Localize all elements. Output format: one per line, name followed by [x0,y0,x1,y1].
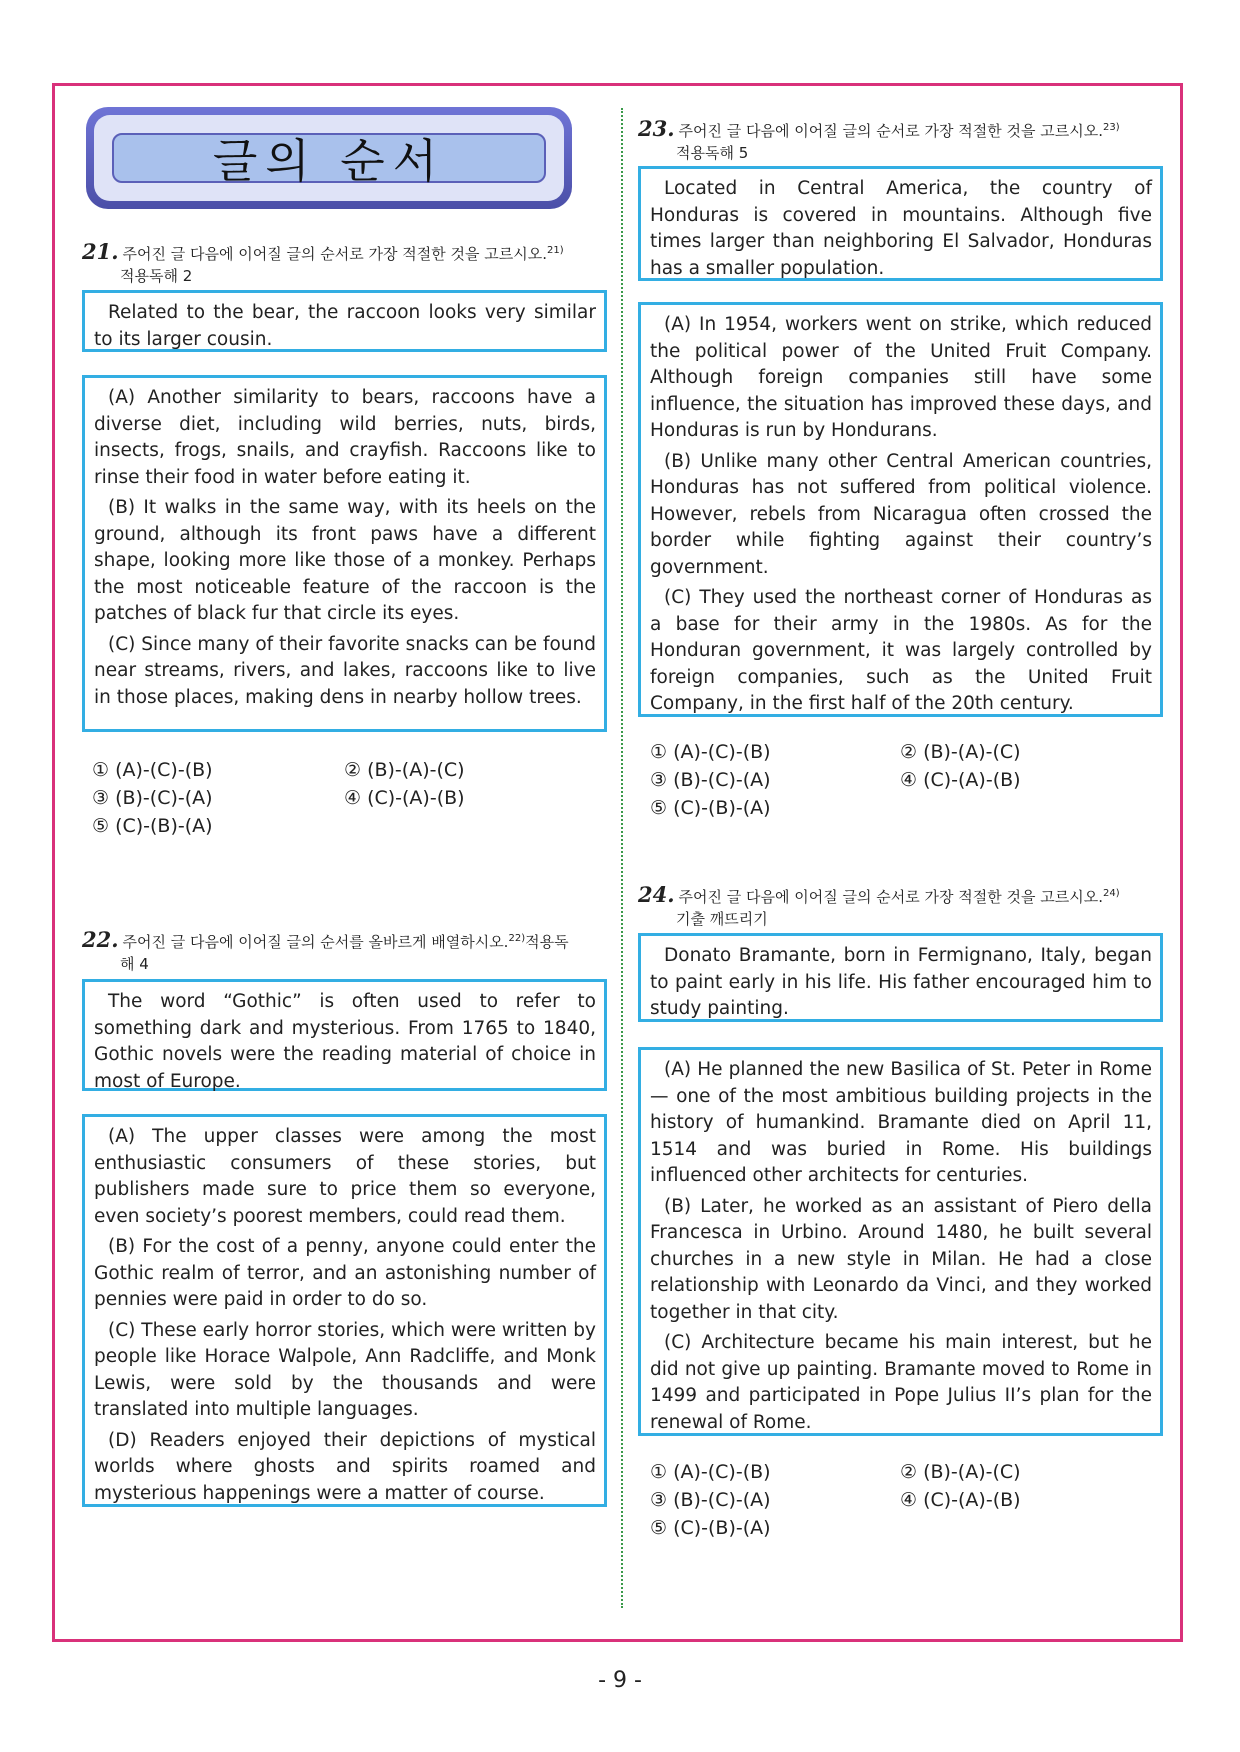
title-banner-frame [94,115,564,201]
option-2[interactable]: ② (B)-(A)-(C) [900,741,1021,763]
given-text: The word “Gothic” is often used to refer to something dark and mysterious. From 1765 to 1840, Gothic novels were the reading material of choice in most of Europe. [94,991,596,1092]
question-number: 22. [82,927,119,952]
passage-paragraphs [638,1047,1163,1436]
footnote-ref: 21) [546,245,564,256]
passage-paragraphs [82,1114,607,1507]
option-2[interactable]: ② (B)-(A)-(C) [900,1461,1021,1483]
option-3[interactable]: ③ (B)-(C)-(A) [92,787,213,809]
option-4[interactable]: ④ (C)-(A)-(B) [900,1489,1021,1511]
question-instruction: 주어진 글 다음에 이어질 글의 순서로 가장 적절한 것을 고르시오. [678,888,1103,906]
paragraph-a: (A) In 1954, workers went on strike, which reduced the political power of the United Fruit Company. Although foreign companies still have some influence, the situation has improved these days, and Honduras is run by Hondurans. [650,314,1152,441]
question-number: 24. [638,882,675,907]
option-1[interactable]: ① (A)-(C)-(B) [650,1461,771,1483]
passage-paragraphs [82,375,607,732]
option-5[interactable]: ⑤ (C)-(B)-(A) [92,815,213,837]
question-instruction: 주어진 글 다음에 이어질 글의 순서로 가장 적절한 것을 고르시오. [678,122,1103,140]
question-source: 적용독해 2 [120,267,193,285]
question-instruction: 주어진 글 다음에 이어질 글의 순서로 가장 적절한 것을 고르시오. [122,245,547,263]
paragraph-c: (C) Architecture became his main interest, but he did not give up painting. Bramante moved to Rome in 1499 and participated in Pope Julius II’s plan for the renewal of Rome. [650,1332,1152,1433]
question-number: 23. [638,116,675,141]
column-divider [621,108,623,1608]
given-passage [82,979,607,1091]
question-source: 적용독해 5 [676,144,749,162]
given-text: Located in Central America, the country of Honduras is covered in mountains. Although five times larger than neighboring El Salvador, Honduras has a smaller population. [650,178,1152,279]
question-number: 21. [82,239,119,264]
paragraph-b: (B) It walks in the same way, with its heels on the ground, although its front paws have a different shape, looking more like those of a monkey. Perhaps the most noticeable feature of the raccoon is the patches of black fur that circle its eyes. [94,497,596,624]
option-4[interactable]: ④ (C)-(A)-(B) [900,769,1021,791]
given-text: Related to the bear, the raccoon looks very similar to its larger cousin. [94,302,596,350]
page-number: - 9 - [598,1668,642,1693]
question-instruction: 주어진 글 다음에 이어질 글의 순서를 올바르게 배열하시오. [122,933,509,951]
footnote-ref: 22) [508,933,526,944]
paragraph-a: (A) Another similarity to bears, raccoons have a diverse diet, including wild berries, nuts, birds, insects, frogs, snails, and crayfish. Raccoons like to rinse their food in water before eating it. [94,387,596,488]
option-1[interactable]: ① (A)-(C)-(B) [92,759,213,781]
section-title: 글의 순서 [112,133,546,183]
passage-paragraphs [638,302,1163,717]
paragraph-c: (C) They used the northeast corner of Honduras as a base for their army in the 1980s. As for the Honduran government, it was largely controlled by foreign companies, such as the United Fruit Company, in the first half of the 20th century. [650,587,1152,714]
paragraph-b: (B) Later, he worked as an assistant of Piero della Francesca in Urbino. Around 1480, he built several churches in a new style in Milan. He had a close relationship with Leonardo da Vinci, and they worked together in that city. [650,1195,1152,1323]
option-5[interactable]: ⑤ (C)-(B)-(A) [650,797,771,819]
option-1[interactable]: ① (A)-(C)-(B) [650,741,771,763]
option-4[interactable]: ④ (C)-(A)-(B) [344,787,465,809]
question-23-header [638,117,1163,164]
paragraph-d: (D) Readers enjoyed their depictions of mystical worlds where ghosts and spirits roamed and mysterious happenings were a matter of course. [94,1429,596,1504]
question-22-header [82,928,607,975]
question-source: 기출 깨뜨리기 [676,910,768,928]
answer-options [650,1458,1163,1548]
paragraph-c: (C) Since many of their favorite snacks can be found near streams, rivers, and lakes, raccoons like to live in those places, making dens in nearby hollow trees. [94,633,596,708]
given-text: Donato Bramante, born in Fermignano, Italy, began to paint early in his life. His father encouraged him to study painting. [650,945,1152,1019]
option-3[interactable]: ③ (B)-(C)-(A) [650,1489,771,1511]
paragraph-a: (A) He planned the new Basilica of St. Peter in Rome — one of the most ambitious building projects in the history of humankind. Bramante died on April 11, 1514 and was buried in Rome. His buildings influenced other architects for centuries. [650,1059,1152,1186]
paragraph-b: (B) For the cost of a penny, anyone could enter the Gothic realm of terror, and an astonishing number of pennies were paid in order to do so. [94,1236,596,1310]
given-passage [638,166,1163,281]
option-5[interactable]: ⑤ (C)-(B)-(A) [650,1517,771,1539]
question-source-inline: 적용독 [525,933,569,951]
answer-options [650,738,1163,828]
paragraph-c: (C) These early horror stories, which were written by people like Horace Walpole, Ann Radcliffe, and Monk Lewis, were sold by the thousands and were translated into multiple languages. [94,1319,596,1420]
question-source: 해 4 [120,955,149,973]
section-title-banner [86,107,572,209]
given-passage [638,933,1163,1022]
given-passage [82,290,607,352]
option-2[interactable]: ② (B)-(A)-(C) [344,759,465,781]
question-21-header [82,240,607,287]
question-24-header [638,883,1163,930]
answer-options [92,756,607,846]
paragraph-b: (B) Unlike many other Central American countries, Honduras has not suffered from political violence. However, rebels from Nicaragua often crossed the border while fighting against their country’s government. [650,450,1152,578]
option-3[interactable]: ③ (B)-(C)-(A) [650,769,771,791]
footnote-ref: 24) [1102,888,1120,899]
paragraph-a: (A) The upper classes were among the most enthusiastic consumers of these stories, but publishers made sure to price them so everyone, even society’s poorest members, could read them. [94,1126,596,1227]
footnote-ref: 23) [1102,122,1120,133]
